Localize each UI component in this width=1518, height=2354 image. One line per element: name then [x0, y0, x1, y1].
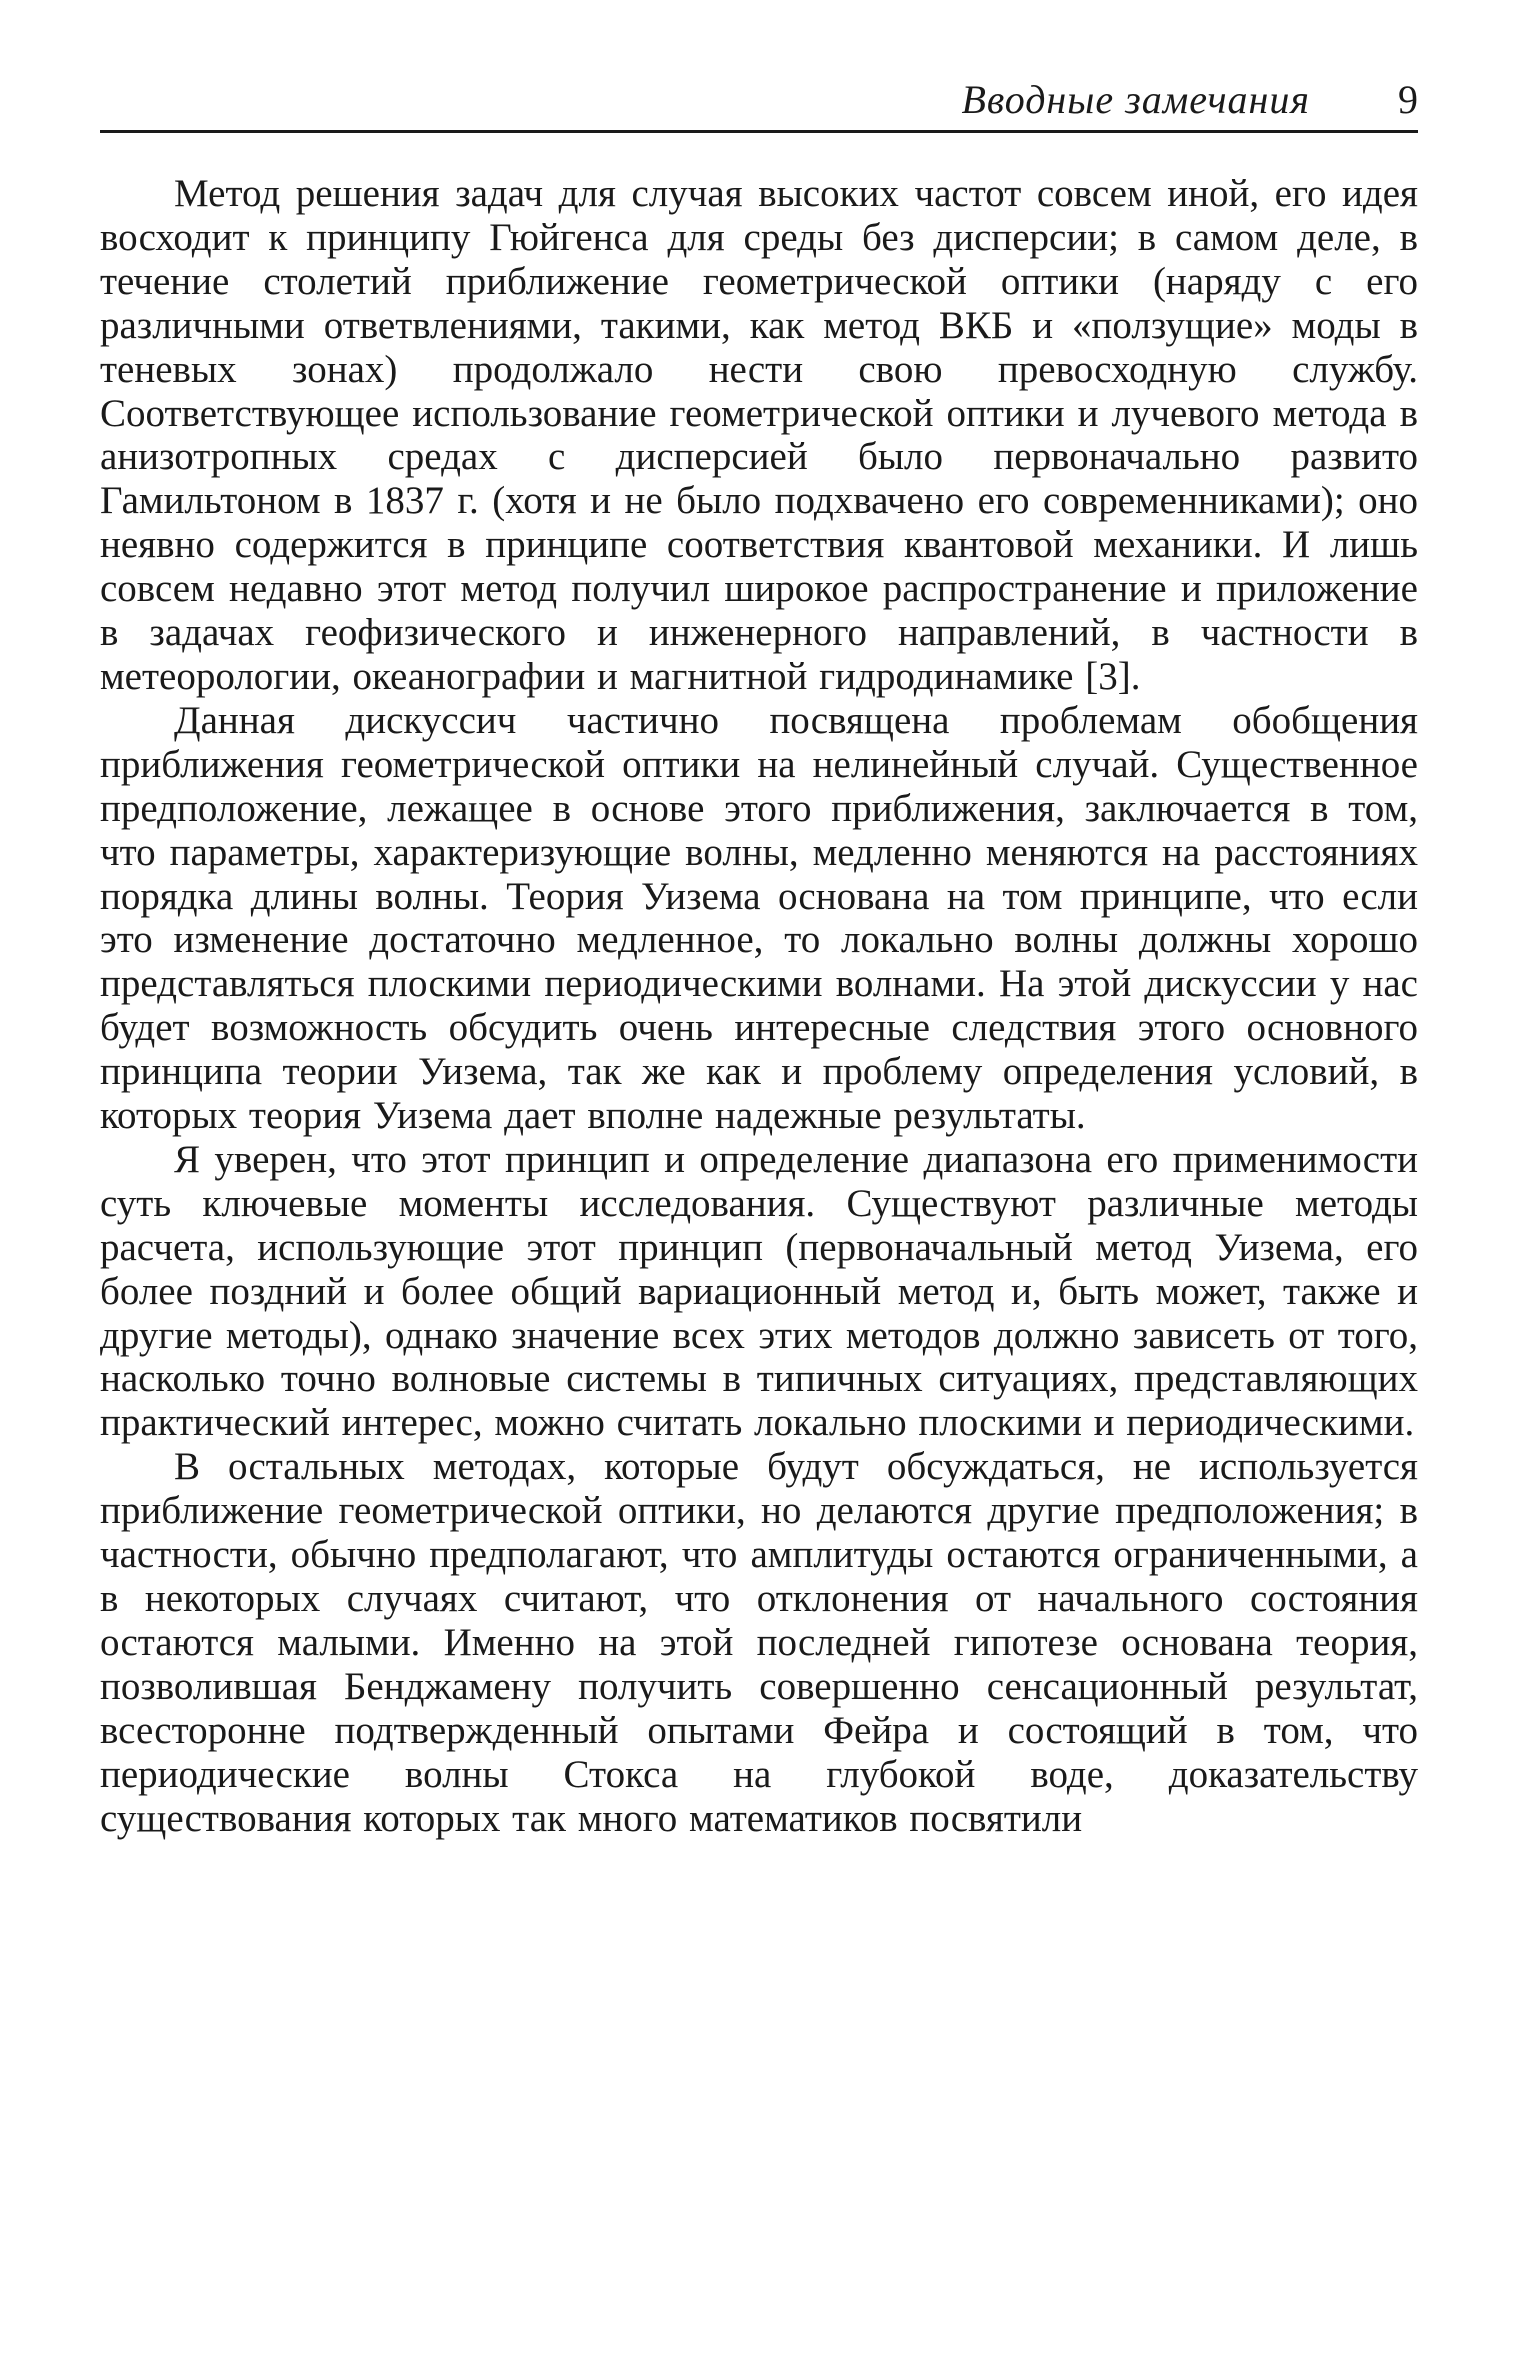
- page-number: 9: [1398, 77, 1418, 122]
- paragraph-1: Метод решения задач для случая высоких частот совсем иной, его идея восходит к принципу Гюйгенса для среды без дисперсии; в самом деле, в течение столетий приближение геометрической оптики (наряду с его различными ответвлениями, такими, как метод ВКБ и «ползущие» моды в теневых зонах) продолжало нести свою превосходную службу. Соответствующее использование геометрической оптики и лучевого метода в анизотропных средах с дисперсией было первоначально развито Гамильтоном в 1837 г. (хотя и не было подхвачено его современниками); оно неявно содержится в принципе соответствия квантовой механики. И лишь совсем недавно этот метод получил широкое распространение и приложение в задачах геофизического и инженерного направлений, в частности в метеорологии, океанографии и магнитной гидродинамике [3].: [100, 172, 1418, 698]
- paragraph-2: Данная дискуссич частично посвящена проблемам обобщения приближения геометрической оптики на нелинейный случай. Существенное предположение, лежащее в основе этого приближения, заключается в том, что параметры, характеризующие волны, медленно меняются на расстояниях порядка длины волны. Теория Уизема основана на том принципе, что если это изменение достаточно медленное, то локально волны должны хорошо представляться плоскими периодическими волнами. На этой дискуссии у нас будет возможность обсудить очень интересные следствия этого основного принципа теории Уизема, так же как и проблему определения условий, в которых теория Уизема дает вполне надежные результаты.: [100, 698, 1418, 1138]
- paragraph-3: Я уверен, что этот принцип и определение диапазона его применимости суть ключевые моменты исследования. Существуют различные методы расчета, использующие этот принцип (первоначальный метод Уизема, его более поздний и более общий вариационный метод и, быть может, также и другие методы), однако значение всех этих методов должно зависеть от того, насколько точно волновые системы в типичных ситуациях, представляющих практический интерес, можно считать локально плоскими и периодическими.: [100, 1137, 1418, 1445]
- header-rule: [100, 130, 1418, 133]
- body-text: [100, 172, 1418, 1840]
- running-title: Вводные замечания: [961, 77, 1310, 122]
- paragraph-4: В остальных методах, которые будут обсуждаться, не используется приближение геометрической оптики, но делаются другие предположения; в частности, обычно предполагают, что амплитуды остаются ограниченными, а в некоторых случаях считают, что отклонения от начального состояния остаются малыми. Именно на этой последней гипотезе основана теория, позволившая Бенджамену получить совершенно сенсационный результат, всесторонне подтвержденный опытами Фейра и состоящий в том, что периодические волны Стокса на глубокой воде, доказательству существования которых так много математиков посвятили: [100, 1445, 1418, 1840]
- running-head: [100, 72, 1418, 128]
